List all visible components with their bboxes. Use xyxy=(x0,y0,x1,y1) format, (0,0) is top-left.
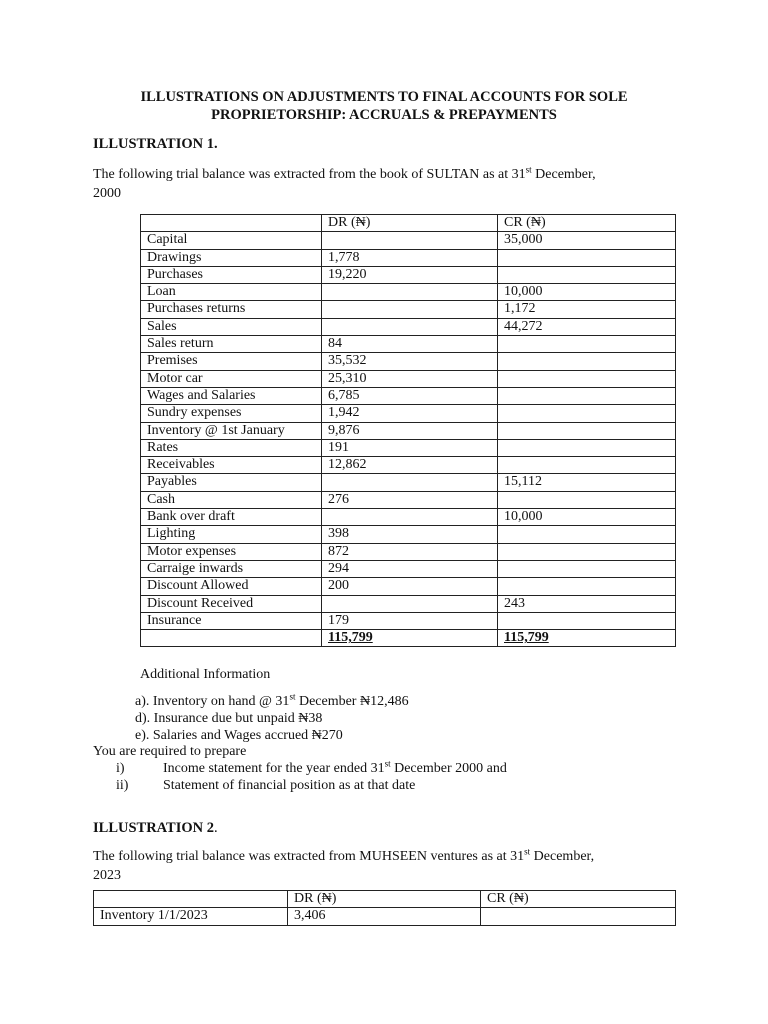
debit-cell: 200 xyxy=(322,578,498,595)
total-label-cell xyxy=(141,630,322,647)
header-cell xyxy=(141,215,322,232)
additional-info-item xyxy=(135,710,322,727)
trial-balance-table-1 xyxy=(140,214,676,647)
account-name-cell: Carraige inwards xyxy=(141,560,322,577)
credit-cell: 35,000 xyxy=(498,232,676,249)
debit-cell: 35,532 xyxy=(322,353,498,370)
requirement-text-part: Income statement for the year ended 31 xyxy=(163,761,385,776)
account-name-cell: Sales return xyxy=(141,336,322,353)
table-row xyxy=(141,474,676,491)
item-text: Salaries and Wages accrued ₦270 xyxy=(149,728,343,743)
debit-cell: 1,942 xyxy=(322,405,498,422)
requirement-sup: st xyxy=(384,758,391,769)
account-name-cell: Cash xyxy=(141,491,322,508)
table-row xyxy=(141,612,676,629)
table-row xyxy=(141,353,676,370)
account-name-cell: Bank over draft xyxy=(141,509,322,526)
account-name-cell: Discount Allowed xyxy=(141,578,322,595)
debit-cell: 1,778 xyxy=(322,249,498,266)
debit-cell xyxy=(322,474,498,491)
account-name-cell: Inventory @ 1st January xyxy=(141,422,322,439)
header-cell xyxy=(94,891,288,908)
intro-2-text: The following trial balance was extracted from MUHSEEN ventures as at 31 xyxy=(93,849,525,864)
table-row xyxy=(141,491,676,508)
item-label: a). xyxy=(135,694,150,709)
intro-2-text-end: December, xyxy=(530,849,595,864)
illustration-2-title: ILLUSTRATION 2 xyxy=(93,820,214,836)
account-name-cell: Payables xyxy=(141,474,322,491)
table-row xyxy=(141,405,676,422)
debit-cell xyxy=(322,301,498,318)
table-row xyxy=(141,439,676,456)
credit-cell: 10,000 xyxy=(498,284,676,301)
additional-info-item xyxy=(135,727,343,744)
debit-cell xyxy=(322,232,498,249)
account-name-cell: Drawings xyxy=(141,249,322,266)
account-name-cell: Discount Received xyxy=(141,595,322,612)
table-row xyxy=(141,284,676,301)
total-credit-cell xyxy=(498,630,676,647)
table-row xyxy=(141,370,676,387)
credit-cell xyxy=(498,387,676,404)
debit-cell xyxy=(322,509,498,526)
item-label: e). xyxy=(135,728,150,743)
table-row xyxy=(141,560,676,577)
credit-cell xyxy=(498,353,676,370)
debit-cell: 19,220 xyxy=(322,266,498,283)
table-row xyxy=(141,301,676,318)
table-row xyxy=(141,232,676,249)
title-line-2: PROPRIETORSHIP: ACCRUALS & PREPAYMENTS xyxy=(211,107,557,123)
total-row xyxy=(141,630,676,647)
debit-cell xyxy=(322,318,498,335)
account-name-cell: Purchases xyxy=(141,266,322,283)
credit-cell xyxy=(498,578,676,595)
credit-cell xyxy=(498,439,676,456)
account-name-cell: Sales xyxy=(141,318,322,335)
intro-2-year: 2023 xyxy=(93,868,121,883)
table-row xyxy=(141,595,676,612)
credit-cell: 44,272 xyxy=(498,318,676,335)
credit-cell xyxy=(498,249,676,266)
table-row xyxy=(141,318,676,335)
debit-cell: 191 xyxy=(322,439,498,456)
credit-cell xyxy=(481,908,676,925)
debit-cell: 179 xyxy=(322,612,498,629)
credit-cell xyxy=(498,612,676,629)
item-text: Inventory on hand @ 31 xyxy=(149,694,290,709)
illustration-1-heading: ILLUSTRATION 1. xyxy=(93,136,218,152)
credit-cell xyxy=(498,405,676,422)
account-name-cell: Receivables xyxy=(141,457,322,474)
total-debit-cell xyxy=(322,630,498,647)
account-name-cell: Purchases returns xyxy=(141,301,322,318)
intro-text-end: December, xyxy=(531,167,596,182)
illustration-1-intro xyxy=(93,165,675,203)
debit-cell: 25,310 xyxy=(322,370,498,387)
credit-cell xyxy=(498,370,676,387)
requirement-text: You are required to prepare xyxy=(93,744,247,759)
credit-cell xyxy=(498,526,676,543)
credit-cell: 10,000 xyxy=(498,509,676,526)
debit-cell: 3,406 xyxy=(288,908,481,925)
credit-cell xyxy=(498,491,676,508)
intro-2-sup: st xyxy=(524,846,531,857)
additional-info-item xyxy=(135,693,409,710)
account-name-cell: Inventory 1/1/2023 xyxy=(94,908,288,925)
account-name-cell: Loan xyxy=(141,284,322,301)
requirement-text-end: December 2000 and xyxy=(390,761,507,776)
requirement-text-part: Statement of financial position as at that date xyxy=(163,778,416,793)
debit-cell: 12,862 xyxy=(322,457,498,474)
header-cell: DR (₦) xyxy=(288,891,481,908)
requirement-number: ii) xyxy=(116,778,129,793)
additional-information-heading: Additional Information xyxy=(140,667,271,682)
debit-cell: 9,876 xyxy=(322,422,498,439)
table-row xyxy=(141,457,676,474)
header-cell: CR (₦) xyxy=(498,215,676,232)
account-name-cell: Sundry expenses xyxy=(141,405,322,422)
item-sup: st xyxy=(289,691,296,702)
total-credit-cell-value: 115,799 xyxy=(504,630,549,646)
debit-cell: 84 xyxy=(322,336,498,353)
table-row xyxy=(141,387,676,404)
illustration-2-heading xyxy=(93,820,218,837)
credit-cell: 243 xyxy=(498,595,676,612)
table-row xyxy=(141,266,676,283)
account-name-cell: Premises xyxy=(141,353,322,370)
title-line-1: ILLUSTRATIONS ON ADJUSTMENTS TO FINAL ACCOUNTS FOR SOLE xyxy=(140,89,628,105)
debit-cell: 872 xyxy=(322,543,498,560)
credit-cell xyxy=(498,560,676,577)
debit-cell xyxy=(322,284,498,301)
credit-cell xyxy=(498,543,676,560)
intro-sup: st xyxy=(525,164,532,175)
credit-cell xyxy=(498,422,676,439)
table-row xyxy=(141,578,676,595)
requirement-item xyxy=(163,760,507,777)
requirement-item xyxy=(163,777,415,794)
total-debit-cell-value: 115,799 xyxy=(328,630,373,646)
debit-cell: 294 xyxy=(322,560,498,577)
debit-cell: 398 xyxy=(322,526,498,543)
account-name-cell: Wages and Salaries xyxy=(141,387,322,404)
account-name-cell: Motor car xyxy=(141,370,322,387)
page-title xyxy=(93,88,675,124)
credit-cell xyxy=(498,266,676,283)
illustration-2-intro xyxy=(93,847,675,885)
credit-cell xyxy=(498,336,676,353)
account-name-cell: Motor expenses xyxy=(141,543,322,560)
debit-cell: 6,785 xyxy=(322,387,498,404)
account-name-cell: Lighting xyxy=(141,526,322,543)
item-text-end: December ₦12,486 xyxy=(295,694,409,709)
credit-cell xyxy=(498,457,676,474)
intro-year: 2000 xyxy=(93,186,121,201)
debit-cell xyxy=(322,595,498,612)
header-cell: DR (₦) xyxy=(322,215,498,232)
illustration-2-period: . xyxy=(214,820,218,836)
debit-cell: 276 xyxy=(322,491,498,508)
table-row xyxy=(141,509,676,526)
requirement-number: i) xyxy=(116,761,125,776)
credit-cell: 15,112 xyxy=(498,474,676,491)
intro-text: The following trial balance was extracted from the book of SULTAN as at 31 xyxy=(93,167,526,182)
table-row xyxy=(141,336,676,353)
table-row xyxy=(141,543,676,560)
table-header-row xyxy=(94,891,676,908)
table-row xyxy=(141,249,676,266)
credit-cell: 1,172 xyxy=(498,301,676,318)
table-row xyxy=(141,526,676,543)
account-name-cell: Insurance xyxy=(141,612,322,629)
item-text: Insurance due but unpaid ₦38 xyxy=(150,711,323,726)
table-row xyxy=(141,422,676,439)
table-header-row xyxy=(141,215,676,232)
trial-balance-table-2 xyxy=(93,890,676,926)
table-row xyxy=(94,908,676,925)
account-name-cell: Capital xyxy=(141,232,322,249)
header-cell: CR (₦) xyxy=(481,891,676,908)
item-label: d). xyxy=(135,711,151,726)
account-name-cell: Rates xyxy=(141,439,322,456)
